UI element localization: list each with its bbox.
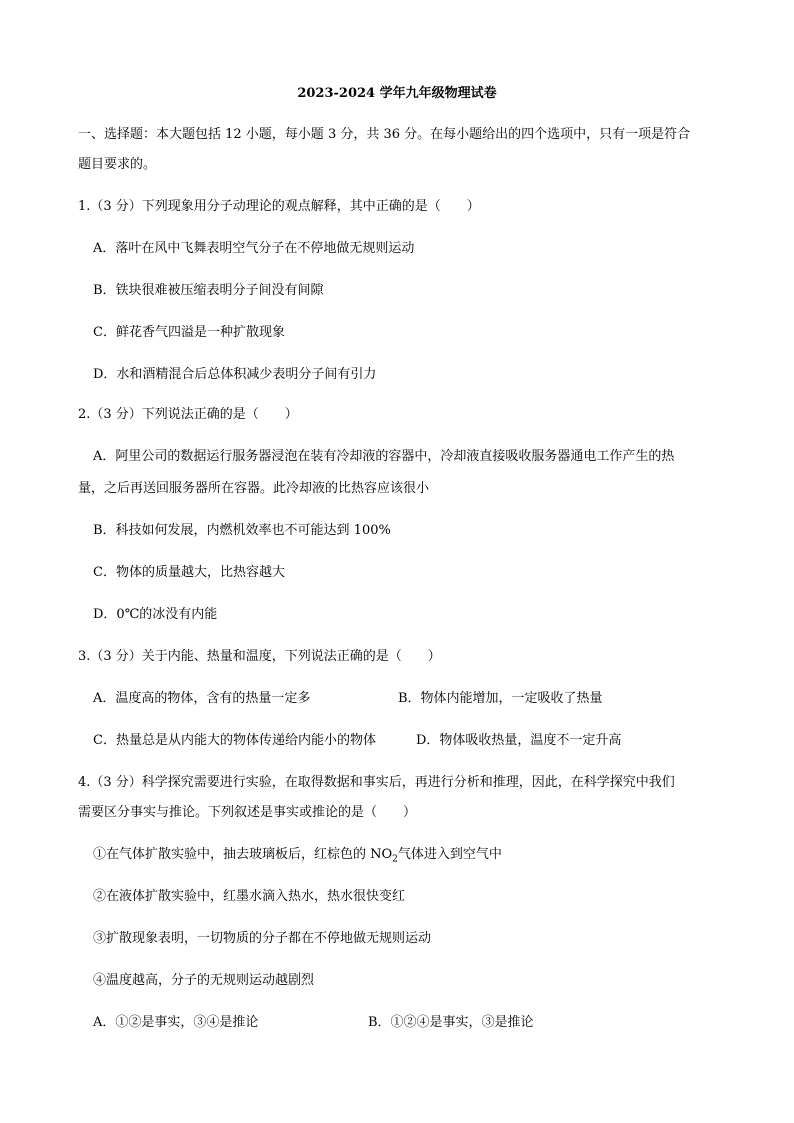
question-2-stem: 2.（3 分）下列说法正确的是（ ） <box>78 407 298 422</box>
question-1-stem: 1.（3 分）下列现象用分子动理论的观点解释，其中正确的是（ ） <box>78 199 480 214</box>
question-3-option-b: B．物体内能增加，一定吸收了热量 <box>398 691 603 706</box>
statement-1-text: ①在气体扩散实验中，抽去玻璃板后，红棕色的 NO <box>93 847 393 862</box>
question-4-option-b: B．①②④是事实，③是推论 <box>368 1015 534 1030</box>
question-3-option-c: C．热量总是从内能大的物体传递给内能小的物体 <box>93 733 376 748</box>
question-4-statement-2: ②在液体扩散实验中，红墨水滴入热水，热水很快变红 <box>93 889 406 904</box>
question-1-option-c: C．鲜花香气四溢是一种扩散现象 <box>93 325 285 340</box>
question-4-statement-3: ③扩散现象表明，一切物质的分子都在不停地做无规则运动 <box>93 931 432 946</box>
page-title: 2023-2024 学年九年级物理试卷 <box>297 86 497 101</box>
question-2-option-c: C．物体的质量越大，比热容越大 <box>93 565 285 580</box>
question-1-option-a: A．落叶在风中飞舞表明空气分子在不停地做无规则运动 <box>93 241 415 256</box>
question-1-option-d: D．水和酒精混合后总体积减少表明分子间有引力 <box>93 367 377 382</box>
question-4-stem-line-1: 4.（3 分）科学探究需要进行实验，在取得数据和事实后，再进行分析和推理，因此，在科学探究中我们 <box>78 775 675 790</box>
section-heading-line-2: 题目要求的。 <box>78 157 157 172</box>
statement-1-text-end: 气体进入到空气中 <box>397 847 502 862</box>
question-3-option-a: A．温度高的物体，含有的热量一定多 <box>93 691 311 706</box>
question-4-statement-1 <box>93 846 502 869</box>
question-4-stem-line-2: 需要区分事实与推论。下列叙述是事实或推论的是（ ） <box>78 805 417 820</box>
question-3-option-d: D．物体吸收热量，温度不一定升高 <box>416 733 622 748</box>
question-1-option-b: B．铁块很难被压缩表明分子间没有间隙 <box>93 283 324 298</box>
question-4-option-a: A．①②是事实，③④是推论 <box>93 1015 259 1030</box>
question-3-stem: 3.（3 分）关于内能、热量和温度，下列说法正确的是（ ） <box>78 649 441 664</box>
question-2-option-a-line-2: 量，之后再送回服务器所在容器。此冷却液的比热容应该很小 <box>78 481 430 496</box>
question-2-option-b: B．科技如何发展，内燃机效率也不可能达到 100% <box>93 523 391 538</box>
statement-1-subscript: 2 <box>392 854 398 865</box>
section-heading-line-1: 一、选择题：本大题包括 12 小题，每小题 3 分，共 36 分。在每小题给出的四个选项中，只有一项是符合 <box>78 127 691 142</box>
question-2-option-d: D．0℃的冰没有内能 <box>93 607 218 622</box>
question-2-option-a-line-1: A．阿里公司的数据运行服务器浸泡在装有冷却液的容器中，冷却液直接吸收服务器通电工作产生的热 <box>93 449 675 464</box>
question-4-statement-4: ④温度越高，分子的无规则运动越剧烈 <box>93 973 315 988</box>
